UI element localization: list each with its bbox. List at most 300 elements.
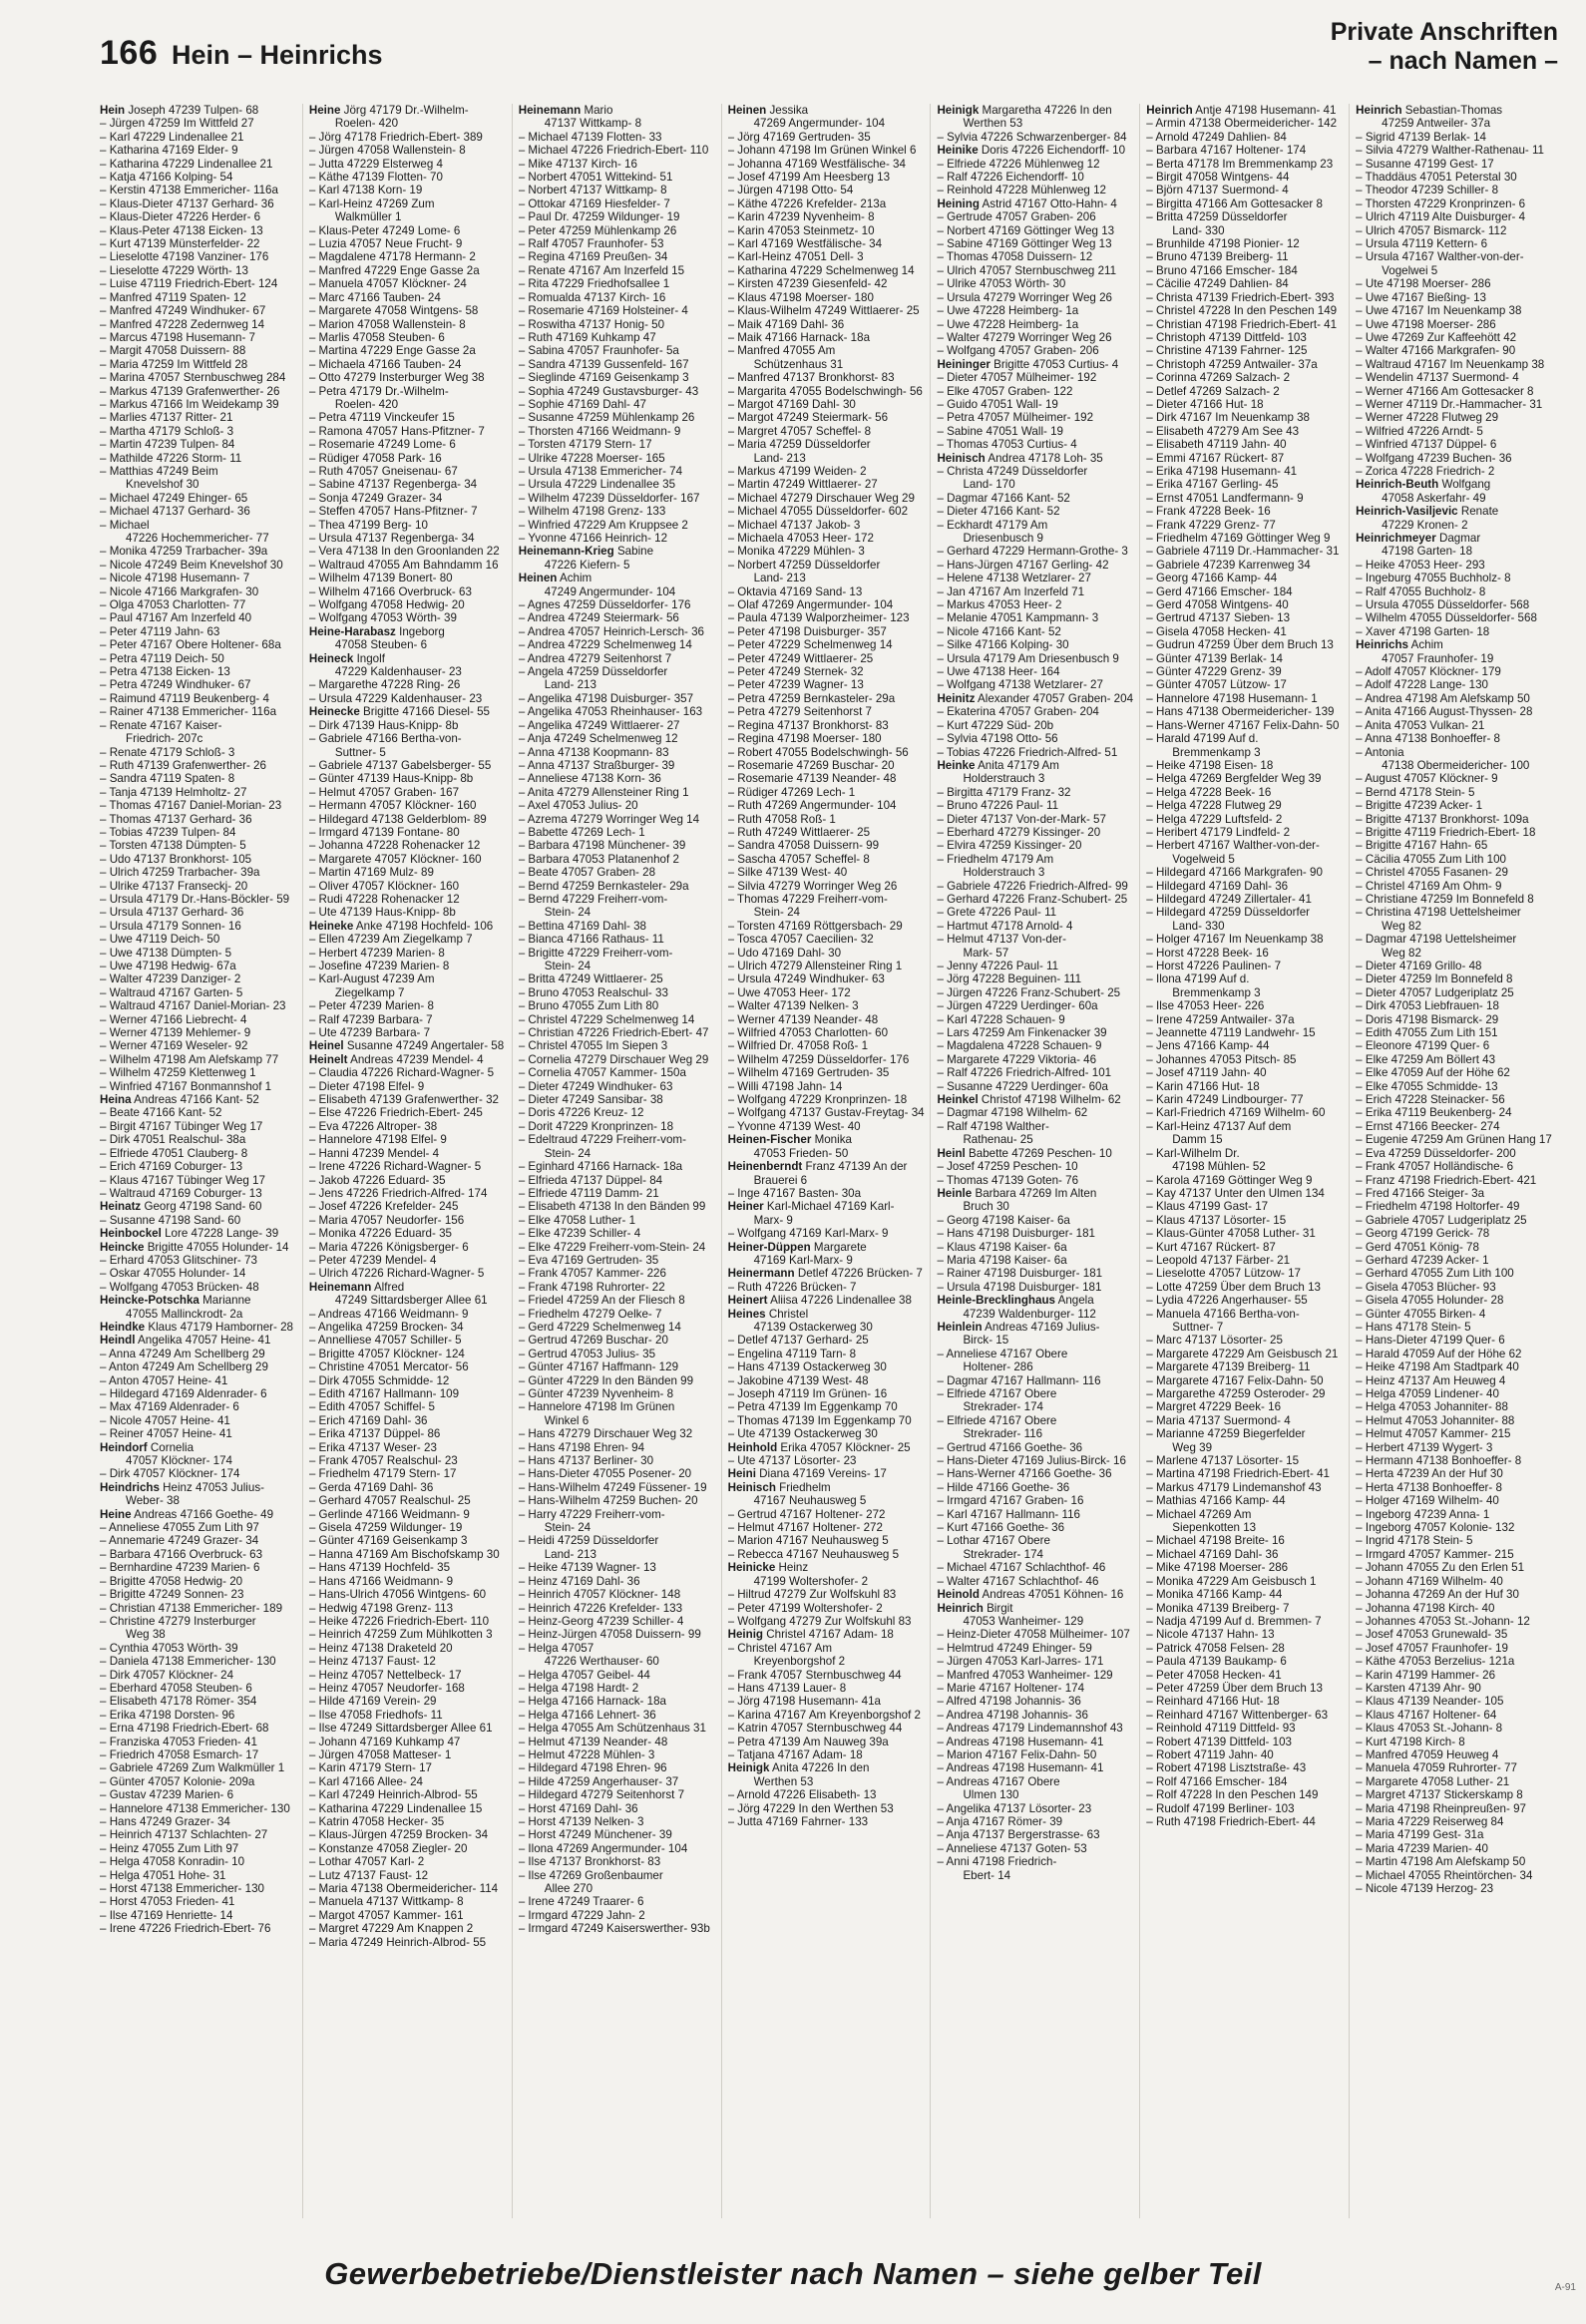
entry-details: Frank 47057 Realschul- 23 (318, 1454, 458, 1468)
list-item (100, 532, 298, 545)
list-item (1146, 732, 1345, 745)
entry-details: Friedrich 47058 Esmarch- 17 (109, 1747, 259, 1761)
list-item (937, 210, 1135, 223)
list-item (309, 1400, 508, 1413)
list-item (100, 1281, 298, 1294)
list-item (1146, 1682, 1345, 1695)
entry-details: Margret 47229 Am Knappen 2 (318, 1922, 474, 1936)
list-item (309, 1669, 508, 1682)
entry-surname: – (518, 638, 526, 652)
entry-details: Agnes 47259 Düsseldorfer- 176 (527, 598, 691, 612)
list-item (937, 1615, 1135, 1628)
entry-details: Gerlinde 47166 Weidmann- 9 (318, 1507, 470, 1521)
entry-surname: – (308, 157, 316, 171)
list-item (1356, 1655, 1554, 1668)
entry-surname: – (100, 371, 107, 385)
list-item (728, 826, 927, 839)
entry-surname: – (1356, 277, 1363, 291)
entry-details: Peter 47198 Duisburger- 357 (737, 624, 887, 638)
list-item (1146, 1467, 1345, 1480)
entry-details: Klaus-Günter 47058 Luther- 31 (1155, 1227, 1316, 1241)
entry-details: Markus 47139 Grafenwerther- 26 (109, 384, 280, 398)
entry-details: Gerd 47058 Wintgens- 40 (1155, 598, 1289, 612)
entry-details: Elfriede 47226 Mühlenweg 12 (947, 157, 1100, 171)
list-item (309, 986, 508, 999)
list-item (519, 277, 717, 290)
entry-details: Dieter 47169 Grillo- 48 (1365, 960, 1482, 972)
entry-details: Jutta 47169 Fahrner- 133 (737, 1815, 869, 1828)
entry-surname: – (1146, 1454, 1153, 1468)
entry-surname: – (1356, 1026, 1363, 1040)
list-item (728, 1360, 927, 1373)
list-item (519, 746, 717, 759)
list-item (100, 1815, 298, 1828)
entry-details: Margarethe 47228 Ring- 26 (318, 678, 461, 692)
entry-details: Ingeborg (399, 624, 445, 638)
entry-surname: – (1356, 1307, 1363, 1321)
list-item (309, 1334, 508, 1347)
entry-surname: – (937, 1708, 944, 1722)
entry-details: Karin 47249 Lindbourger- 77 (1155, 1093, 1304, 1107)
entry-details: Ingolf (356, 651, 385, 665)
list-item (1356, 746, 1554, 759)
list-item (100, 131, 298, 144)
entry-surname: – (1146, 1695, 1153, 1709)
list-item (1146, 224, 1345, 237)
entry-details: Uwe 47138 Dümpten- 5 (109, 946, 232, 960)
entry-details: Margret 47229 Beek- 16 (1155, 1400, 1282, 1414)
entry-surname: – (308, 1400, 316, 1414)
list-item (937, 358, 1135, 371)
entry-surname: – (518, 785, 526, 799)
entry-surname: – (518, 1747, 526, 1761)
entry-surname: – (308, 196, 316, 210)
entry-surname: – (1146, 960, 1153, 972)
list-item (937, 104, 1135, 117)
entry-surname: – (100, 1253, 107, 1267)
entry-surname: – (1356, 933, 1363, 947)
entry-details: Rainer 47138 Emmericher- 116a (109, 705, 277, 719)
list-item (728, 358, 927, 371)
list-item (728, 746, 927, 759)
entry-details: Maria 47137 Suermond- 4 (1155, 1413, 1291, 1427)
entry-details: Irmgard 47167 Graben- 16 (947, 1494, 1084, 1508)
entry-surname: – (518, 919, 526, 933)
list-item (937, 1494, 1135, 1507)
entry-details: Robert 47198 Lisztstraße- 43 (1155, 1761, 1307, 1775)
entry-surname: – (308, 223, 316, 237)
entry-surname: – (937, 1668, 944, 1682)
entry-details: Weg 39 (1172, 1440, 1213, 1454)
entry-surname: – (1146, 491, 1153, 505)
entry-details: Margot 47249 Steiermark- 56 (737, 411, 889, 425)
list-item (937, 1481, 1135, 1494)
list-item (519, 866, 717, 879)
entry-surname: – (1146, 1480, 1153, 1494)
entry-surname: – (100, 545, 107, 559)
entry-details: Ursula 47279 Worringer Weg 26 (947, 290, 1112, 304)
entry-details: Heinrich 47226 Krefelder- 133 (528, 1601, 683, 1615)
entry-surname: – (1356, 1173, 1363, 1187)
entry-details: Maria 47229 Reiserweg 84 (1365, 1815, 1504, 1828)
entry-details: Yvonne 47139 West- 40 (737, 1119, 861, 1133)
entry-details: Elisabeth 47138 In den Bänden 99 (528, 1200, 706, 1214)
list-item (519, 1308, 717, 1321)
entry-surname: – (1356, 290, 1363, 304)
entry-details: Brigitte 47137 Bronkhorst- 109a (1365, 812, 1529, 826)
entry-surname: – (727, 839, 735, 853)
list-item (937, 1093, 1135, 1106)
entry-details: Britta 47259 Düsseldorfer (1155, 210, 1288, 224)
entry-details: Land- 330 (1172, 919, 1225, 933)
list-item (937, 505, 1135, 518)
entry-surname: Heindrichs (100, 1480, 160, 1494)
entry-surname: – (518, 1588, 526, 1602)
entry-surname: Heindke (100, 1320, 146, 1334)
entry-details: 47226 Kiefern- 5 (544, 558, 630, 572)
list-item (937, 331, 1135, 344)
directory-column (100, 104, 303, 2218)
entry-surname: – (1356, 317, 1363, 331)
list-item (728, 1575, 927, 1588)
entry-details: Petra 47279 Seitenhorst 7 (737, 705, 872, 719)
list-item (309, 1642, 508, 1655)
entry-surname: – (1356, 745, 1363, 759)
entry-details: Robert 47055 Bodelschwingh- 56 (737, 745, 909, 759)
list-item (1146, 1214, 1345, 1227)
entry-surname: – (518, 1160, 526, 1174)
list-item (100, 678, 298, 691)
entry-surname: Heinold (937, 1588, 980, 1602)
entry-details: Weg 38 (126, 1628, 166, 1642)
entry-details: Katja 47166 Kolping- 54 (109, 171, 233, 185)
list-item (1356, 1748, 1554, 1761)
list-item (1146, 452, 1345, 465)
entry-details: Horst 47139 Nelken- 3 (528, 1815, 644, 1828)
list-item (1356, 1534, 1554, 1547)
list-item (309, 1387, 508, 1400)
entry-details: Margot 47169 Dahl- 30 (737, 397, 856, 411)
entry-details: Astrid 47167 Otto-Hahn- 4 (982, 196, 1117, 210)
list-item (1356, 1281, 1554, 1294)
entry-surname: – (100, 1146, 107, 1160)
list-item (1356, 611, 1554, 624)
list-item (728, 1561, 927, 1574)
entry-surname: – (1146, 1801, 1153, 1815)
list-item (309, 1775, 508, 1788)
entry-details: Helmut 47167 Holtener- 272 (737, 1521, 883, 1535)
list-item (728, 1736, 927, 1748)
entry-surname: – (937, 171, 944, 185)
entry-surname: – (1356, 1841, 1363, 1855)
entry-details: Doris 47198 Bismarck- 29 (1365, 1012, 1499, 1026)
list-item (100, 826, 298, 839)
entry-surname: – (308, 1079, 316, 1093)
list-item (1356, 866, 1554, 879)
entry-details: Yvonne 47166 Heinrich- 12 (528, 532, 668, 545)
list-item (728, 291, 927, 304)
list-item (309, 1241, 508, 1254)
entry-details: Helga 47055 Am Schützenhaus 31 (528, 1722, 706, 1736)
list-item (100, 1588, 298, 1601)
list-item (728, 1548, 927, 1561)
entry-details: Rosemarie 47249 Lome- 6 (318, 438, 456, 452)
entry-details: Friedhelm 47169 Göttinger Weg 9 (1155, 532, 1331, 545)
entry-details: Walter 47239 Danziger- 2 (109, 972, 241, 986)
directory-column (1146, 104, 1350, 2218)
entry-surname: – (518, 1722, 526, 1736)
list-item (1146, 291, 1345, 304)
list-item (1146, 371, 1345, 384)
entry-surname: – (518, 1454, 526, 1468)
entry-surname: – (1146, 999, 1153, 1013)
list-item (728, 197, 927, 210)
entry-details: Heike 47198 Eisen- 18 (1155, 758, 1274, 772)
list-item (1356, 1642, 1554, 1655)
entry-details: Christoph 47259 Antwailer- 37a (1155, 357, 1318, 371)
entry-details: Peter 47259 Mühlenkamp 26 (528, 223, 677, 237)
entry-details: Lothar 47057 Karl- 2 (318, 1855, 425, 1869)
list-item (937, 893, 1135, 906)
entry-details: Bruch 30 (963, 1200, 1009, 1214)
entry-details: Patrick 47058 Felsen- 28 (1155, 1641, 1285, 1655)
entry-surname: – (100, 263, 107, 277)
list-item (937, 545, 1135, 558)
list-item (937, 438, 1135, 451)
entry-details: 47137 Wittkamp- 8 (544, 117, 642, 131)
entry-details: Andrea 47057 Heinrich-Lersch- 36 (527, 624, 704, 638)
entry-details: Heribert 47179 Lindfeld- 2 (1155, 825, 1291, 839)
list-item (728, 1147, 927, 1160)
entry-surname: – (518, 277, 526, 291)
entry-details: Gisela 47259 Wildunger- 19 (318, 1521, 463, 1535)
entry-details: Andreas 47051 Köhnen- 16 (982, 1588, 1124, 1602)
list-item (1356, 371, 1554, 384)
entry-details: Uwe 47198 Moerser- 286 (1365, 317, 1496, 331)
entry-surname: – (518, 464, 526, 478)
entry-surname: – (100, 518, 107, 532)
entry-details: Edeltraud 47229 Freiherr-vom- (528, 1133, 686, 1147)
entry-surname: – (100, 892, 107, 906)
list-item (1356, 665, 1554, 678)
entry-surname: – (1356, 344, 1363, 358)
entry-surname: – (308, 1722, 316, 1736)
list-item (309, 545, 508, 558)
list-item (1146, 438, 1345, 451)
entry-surname: – (1356, 1454, 1363, 1468)
entry-surname: – (1146, 438, 1153, 452)
entry-details: Anni 47198 Friedrich- (946, 1855, 1057, 1869)
list-item (728, 1802, 927, 1815)
entry-details: Anita 47053 Vulkan- 21 (1365, 718, 1485, 732)
entry-details: 47226 Werthauser- 60 (544, 1655, 659, 1669)
entry-details: Reinhold 47119 Dittfeld- 93 (1155, 1722, 1296, 1736)
entry-surname: – (1356, 1146, 1363, 1160)
entry-surname: – (1146, 210, 1153, 224)
entry-details: Heike 47198 Am Stadtpark 40 (1365, 1360, 1519, 1374)
list-item (937, 1669, 1135, 1682)
entry-details: Alfred 47198 Johannis- 36 (946, 1695, 1081, 1709)
entry-surname: – (518, 1347, 526, 1360)
list-item (937, 224, 1135, 237)
entry-surname: – (1146, 691, 1153, 705)
list-item (100, 1147, 298, 1160)
list-item (309, 304, 508, 317)
entry-details: Kurt 47139 Münsterfelder- 22 (109, 237, 260, 251)
entry-details: Renate 47167 Am Inzerfeld 15 (528, 263, 685, 277)
entry-surname: – (308, 304, 316, 318)
entry-details: Petra 47259 Bernkasteler- 29a (737, 691, 896, 705)
directory-column (1356, 104, 1558, 2218)
list-item (1146, 986, 1345, 999)
entry-details: 47057 Klöckner- 174 (126, 1454, 232, 1468)
entry-details: Anna 47249 Am Schellberg 29 (109, 1347, 265, 1360)
list-item (1356, 826, 1554, 839)
entry-surname: – (1146, 397, 1153, 411)
list-item (728, 1669, 927, 1682)
entry-details: Jenny 47226 Paul- 11 (947, 960, 1059, 972)
entry-details: Klaus-Wilhelm 47249 Wittlaerer- 25 (737, 304, 920, 318)
entry-details: Thomas 47058 Duissern- 12 (946, 250, 1093, 264)
entry-details: Ursula 47198 Duisburger- 181 (947, 1280, 1102, 1294)
entry-details: Edith 47167 Hallmann- 109 (318, 1387, 460, 1400)
list-item (1146, 1174, 1345, 1187)
list-item (728, 264, 927, 277)
entry-details: Helga 47053 Johanniter- 88 (1365, 1400, 1508, 1414)
entry-details: Arnold 47249 Dahlien- 84 (1155, 130, 1287, 144)
list-item (937, 1454, 1135, 1467)
list-item (100, 611, 298, 624)
list-item (937, 559, 1135, 572)
entry-surname: – (308, 718, 316, 732)
entry-details: Birgit (987, 1601, 1013, 1615)
entry-surname: – (937, 464, 944, 478)
entry-surname: – (1356, 732, 1363, 746)
entry-details: Käthe 47139 Flotten- 70 (318, 171, 443, 185)
entry-details: Ralf 47239 Barbara- 7 (318, 1012, 433, 1026)
entry-surname: – (1146, 1467, 1153, 1481)
entry-surname: – (100, 144, 107, 158)
entry-surname: – (518, 812, 526, 826)
entry-details: Strekrader- 116 (963, 1427, 1043, 1441)
entry-details: Joseph 47239 Tulpen- 68 (128, 104, 259, 117)
list-item (1356, 117, 1554, 130)
list-item (519, 1909, 717, 1922)
entry-surname: – (727, 1747, 735, 1761)
list-item (728, 1695, 927, 1708)
entry-surname: – (1146, 263, 1153, 277)
entry-details: Helmut 47139 Neander- 48 (528, 1735, 668, 1748)
entry-surname: Heinl (937, 1146, 966, 1160)
entry-details: Manfred 47249 Windhuker- 67 (109, 304, 266, 318)
entry-surname: – (518, 184, 526, 197)
list-item (519, 1427, 717, 1440)
entry-details: Werthen 53 (963, 117, 1023, 131)
entry-surname: – (727, 812, 735, 826)
entry-details: Brigitte 47166 Diesel- 55 (363, 705, 490, 719)
list-item (1146, 1441, 1345, 1454)
entry-details: Heinrich 47137 Schlachten- 27 (109, 1828, 268, 1842)
entry-surname: – (308, 892, 316, 906)
entry-details: Herta 47138 Bonhoeffer- 8 (1365, 1480, 1502, 1494)
list-item (309, 331, 508, 344)
entry-details: Ingeburg 47055 Buchholz- 8 (1365, 572, 1511, 585)
entry-surname: – (100, 1895, 107, 1909)
entry-details: Ingeborg 47239 Anna- 1 (1365, 1507, 1490, 1521)
list-item (1356, 131, 1554, 144)
entry-details: Ulrich 47057 Bismarck- 112 (1365, 223, 1507, 237)
entry-surname: – (518, 250, 526, 264)
entry-surname: – (100, 825, 107, 839)
entry-surname: – (1146, 171, 1153, 185)
entry-details: Hans 47279 Dirschauer Weg 32 (528, 1427, 693, 1441)
entry-details: Hannelore 47198 Im Grünen (528, 1400, 675, 1414)
entry-surname: – (727, 1722, 735, 1736)
list-item (1356, 1441, 1554, 1454)
list-item (937, 1441, 1135, 1454)
entry-surname: – (100, 505, 107, 519)
entry-surname: Heinrich-Vasiljevic (1356, 505, 1458, 519)
entry-details: Johanna 47269 An der Huf 30 (1365, 1588, 1519, 1602)
section-title-line-1: Private Anschriften (1330, 18, 1558, 46)
entry-surname: – (937, 1066, 944, 1080)
list-item (728, 438, 927, 451)
list-item (1146, 344, 1345, 357)
list-item (728, 545, 927, 558)
entry-surname: – (518, 1614, 526, 1628)
list-item (937, 1748, 1135, 1761)
entry-surname: – (727, 1280, 735, 1294)
entry-surname: – (100, 1373, 107, 1387)
entry-surname: – (727, 1227, 735, 1241)
entry-details: Petra 47249 Windhuker- 67 (109, 678, 251, 692)
list-item (519, 1695, 717, 1708)
entry-details: Waltraud 47055 Am Bahndamm 16 (318, 558, 499, 572)
entry-surname: – (518, 1427, 526, 1441)
list-item (1146, 171, 1345, 184)
entry-surname: – (1146, 1039, 1153, 1053)
list-item (309, 197, 508, 210)
list-item (100, 1467, 298, 1480)
entry-details: Marion 47167 Felix-Dahn- 50 (947, 1747, 1097, 1761)
entry-surname: – (1146, 1294, 1153, 1308)
list-item (937, 598, 1135, 611)
entry-surname: Heinrichmeyer (1356, 532, 1436, 545)
entry-details: Helga 47228 Beek- 16 (1155, 785, 1272, 799)
entry-details: Harald 47199 Auf d. (1155, 732, 1259, 746)
entry-surname: – (100, 598, 107, 612)
entry-details: Mathilde 47226 Storm- 11 (109, 451, 242, 465)
entry-details: Waltraud 47167 Garten- 5 (109, 985, 243, 999)
entry-details: Gertrud 47167 Holtener- 272 (737, 1507, 886, 1521)
list-item (309, 585, 508, 598)
list-item (1356, 438, 1554, 451)
entry-surname: – (727, 1507, 735, 1521)
entry-details: Christian 47226 Friedrich-Ebert- 47 (528, 1026, 709, 1040)
entry-surname: – (100, 317, 107, 331)
entry-details: Michael 47055 Rheintörchen- 34 (1365, 1868, 1533, 1882)
list-item (1146, 519, 1345, 532)
list-item (937, 1775, 1135, 1788)
list-item (519, 237, 717, 250)
entry-details: 47269 Angermunder- 104 (753, 117, 886, 131)
list-item (100, 786, 298, 799)
list-item (728, 1414, 927, 1427)
entry-details: Helga 47228 Flutweg 29 (1155, 799, 1282, 813)
entry-surname: – (518, 1294, 526, 1308)
entry-details: Jakob 47226 Eduard- 35 (318, 1173, 446, 1187)
entry-details: Dirk 47139 Haus-Knipp- 8b (318, 718, 459, 732)
